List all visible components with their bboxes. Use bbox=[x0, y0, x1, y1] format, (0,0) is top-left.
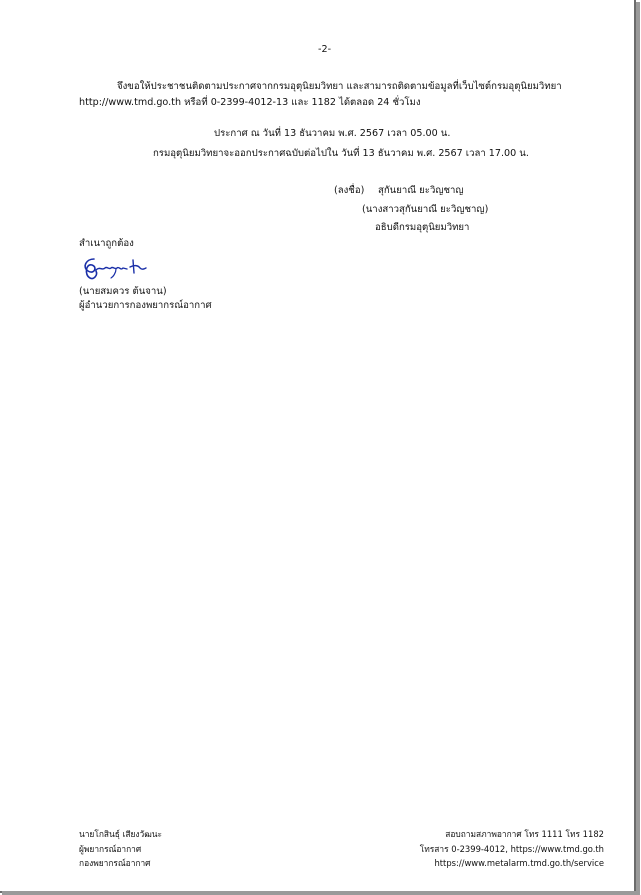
page-number: -2- bbox=[318, 44, 332, 55]
signatory-full-name: (นางสาวสุกันยาณี ยะวิญชาญ) bbox=[362, 204, 489, 215]
footer-right-line-2: โทรสาร 0-2399-4012, https://www.tmd.go.th bbox=[419, 844, 604, 854]
body-paragraph-line-1: จึงขอให้ประชาชนติดตามประกาศจากกรมอุตุนิยมวิทยา และสามารถติดตามข้อมูลที่เว็บไซต์กรมอุตุนิยมวิทยา bbox=[117, 81, 562, 92]
footer-left-line-2: ผู้พยากรณ์อากาศ bbox=[79, 844, 142, 854]
footer-right-line-3: https://www.metalarm.tmd.go.th/service bbox=[434, 858, 604, 868]
next-issue-line: กรมอุตุนิยมวิทยาจะออกประกาศฉบับต่อไปใน วันที่ 13 ธันวาคม พ.ศ. 2567 เวลา 17.00 น. bbox=[153, 148, 529, 159]
footer-left-line-1: นายโกสินธุ์ เสียงวัฒนะ bbox=[79, 829, 162, 839]
certified-copy-position: ผู้อำนวยการกองพยากรณ์อากาศ bbox=[79, 300, 212, 311]
certified-copy-label: สำเนาถูกต้อง bbox=[79, 238, 134, 249]
signed-name: สุกันยาณี ยะวิญชาญ bbox=[378, 185, 464, 196]
certified-copy-name: (นายสมควร ต้นจาน) bbox=[79, 286, 167, 297]
footer-left-line-3: กองพยากรณ์อากาศ bbox=[79, 858, 151, 868]
page-shadow-right bbox=[636, 2, 640, 895]
footer-right-line-1: สอบถามสภาพอากาศ โทร 1111 โทร 1182 bbox=[445, 829, 604, 839]
handwritten-signature bbox=[80, 253, 148, 283]
signatory-position: อธิบดีกรมอุตุนิยมวิทยา bbox=[375, 222, 470, 233]
body-paragraph-line-2: http://www.tmd.go.th หรือที่ 0-2399-4012-13 และ 1182 ได้ตลอด 24 ชั่วโมง bbox=[79, 97, 421, 108]
announced-date-line: ประกาศ ณ วันที่ 13 ธันวาคม พ.ศ. 2567 เวลา 05.00 น. bbox=[214, 128, 451, 139]
signed-label: (ลงชื่อ) bbox=[334, 185, 365, 196]
page-shadow-bottom bbox=[2, 891, 640, 895]
